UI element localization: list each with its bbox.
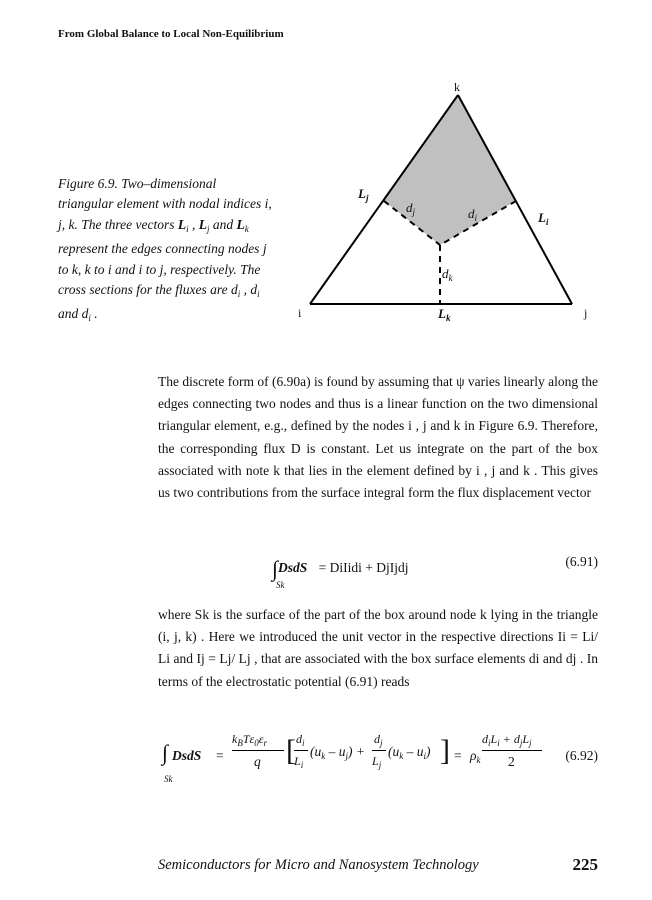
node-j-label: j: [584, 306, 588, 320]
footer-title: Semiconductors for Micro and Nanosystem Technology: [158, 857, 479, 873]
running-header: From Global Balance to Local Non-Equilibrium: [58, 28, 284, 40]
dk-label: $d_k$: [442, 266, 453, 283]
node-i-label: i: [298, 306, 302, 320]
equation-6-91-number: (6.91): [565, 554, 598, 569]
equation-6-92-domain: Sk: [164, 774, 173, 784]
triangle-diagram: [292, 70, 612, 330]
triangle-figure: [292, 70, 612, 330]
dj-label: $d_j$: [406, 200, 416, 217]
Li-label: $L_i$: [538, 210, 549, 227]
di-label: $d_i$: [468, 206, 478, 223]
figure-caption: [58, 174, 273, 329]
equation-6-92-number: (6.92): [565, 748, 598, 763]
equation-6-91-domain: Sk: [276, 580, 285, 590]
equation-6-91: ∫DsdS = DiIidi + DjIjdj: [272, 556, 409, 581]
node-k-label: k: [454, 80, 460, 94]
paragraph-2: where Sk is the surface of the part of the box around node k lying in the triangle (i, j, k) . Here we introduced the unit vector in the respective directions Ii = Li/ Li and Ij = Lj/ Lj , that are associated with the box surface elements di and dj . In terms of the electrostatic potential (6.91) reads: [158, 607, 598, 689]
Lj-label: $L_j$: [358, 186, 369, 203]
Lk-label: $L_k$: [438, 306, 451, 323]
caption-text: Figure 6.9. Two–dimensional triangular element with nodal indices i, j, k. The three vectors $L_i$ , $L_j$ and $L_k$ represent the edges connecting nodes j to k, k to i and i to j, respectively. The cross sections for the fluxes are $d_i$ , $d_i$ and $d_i$ .: [58, 176, 272, 324]
equation-6-92: ∫ DsdS = $k_BT\varepsilon_0\varepsilon_r$ q [ $d_i$ $L_i$ $(u_k - u_j)$ + $d_j$ $L_j$ $(u_k - u_i)$ ] = $\rho_k$ $d_iL_i + d_jL_j$ 2: [162, 728, 562, 788]
page-number: 225: [572, 855, 598, 874]
paragraph-1: The discrete form of (6.90a) is found by assuming that ψ varies linearly along the edges connecting two nodes and thus is a linear function on the two dimensional triangular element, e.g., defined by the nodes i , j and k in Figure 6.9. Therefore, the corresponding flux D is constant. Let us integrate on the part of the box associated with note k that lies in the element defined by i , j and k . This gives us two contributions from the surface integral form the flux displacement vector: [158, 374, 598, 501]
